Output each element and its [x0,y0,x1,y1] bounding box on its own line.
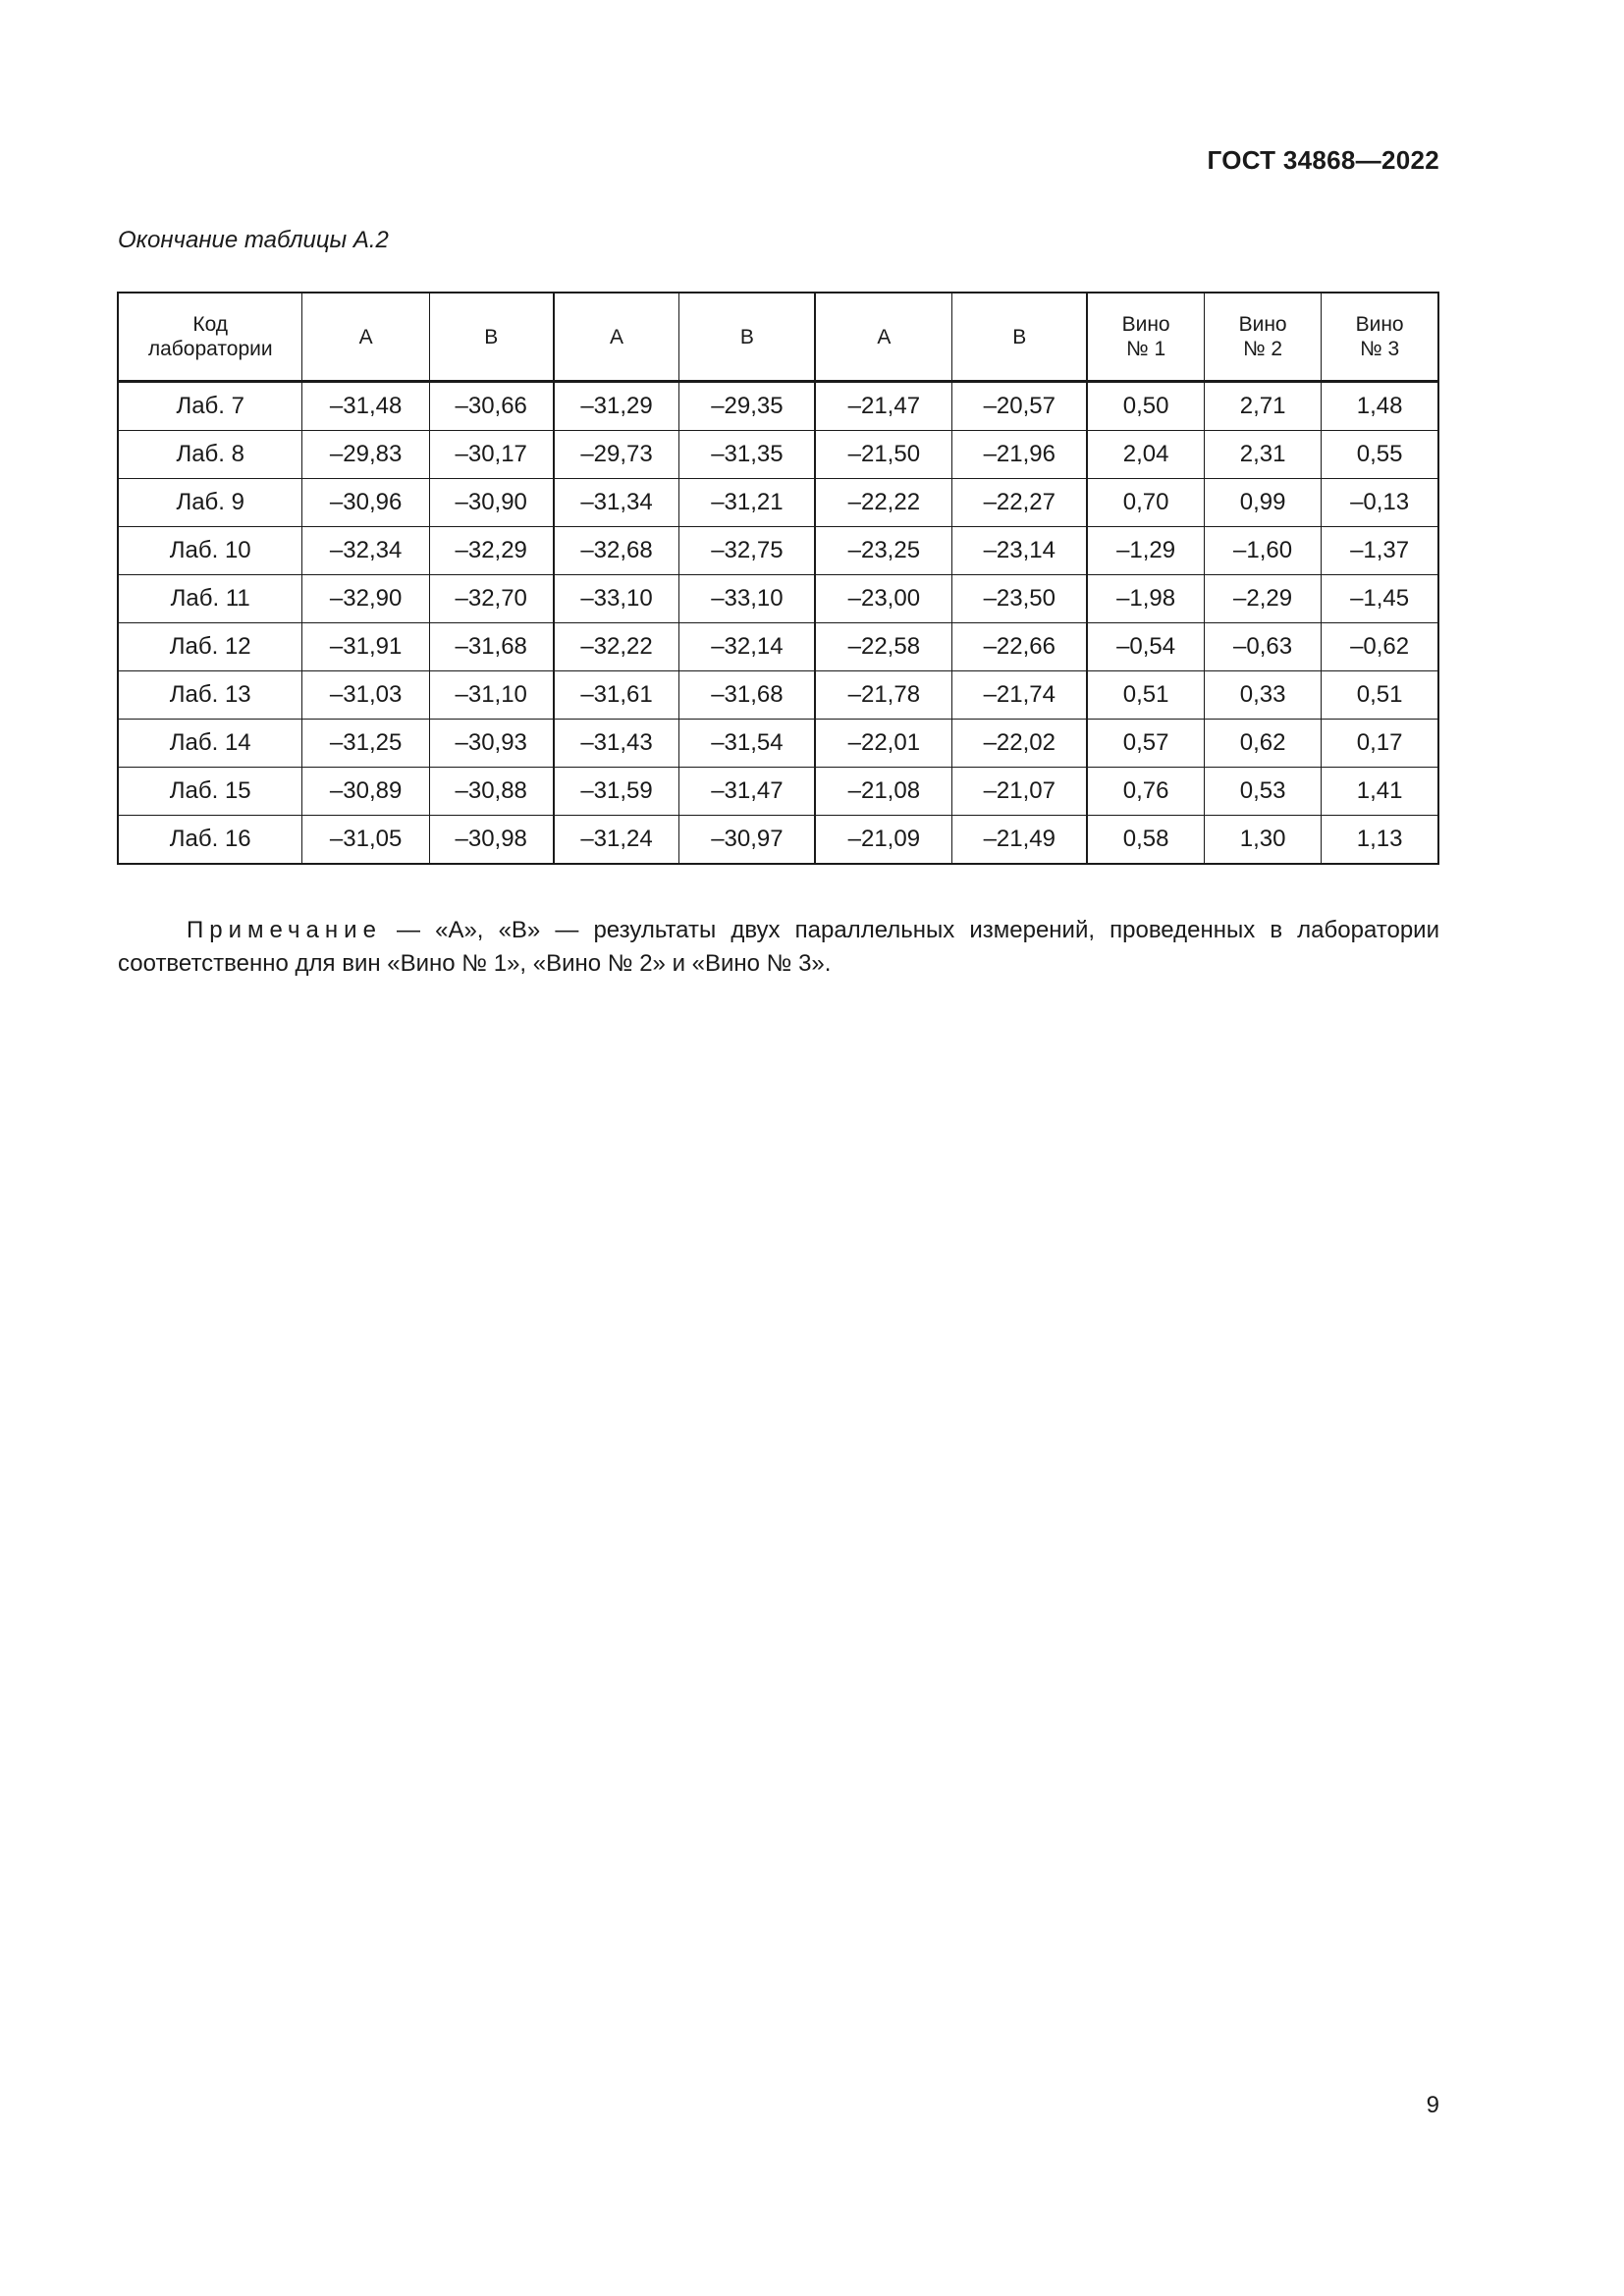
table-row [118,575,1438,623]
value-cell: –29,35 [679,382,815,431]
value-cell: –32,14 [679,623,815,671]
value-cell: –1,60 [1204,527,1321,575]
value-cell: –31,25 [302,720,429,768]
value-cell: –31,10 [429,671,553,720]
value-cell: –30,93 [429,720,553,768]
value-cell: –30,17 [429,431,553,479]
value-cell: –1,45 [1322,575,1438,623]
value-cell: –21,09 [815,816,951,865]
value-cell: –23,25 [815,527,951,575]
value-cell: –1,37 [1322,527,1438,575]
table-row [118,720,1438,768]
lab-code-cell: Лаб. 7 [118,382,302,431]
value-cell: –32,22 [554,623,679,671]
lab-code-cell: Лаб. 8 [118,431,302,479]
header-wine-3: Вино № 3 [1322,293,1438,382]
value-cell: 1,41 [1322,768,1438,816]
note-label: Примечание [187,917,382,943]
value-cell: –1,29 [1087,527,1204,575]
value-cell: –32,68 [554,527,679,575]
value-cell: –31,61 [554,671,679,720]
value-cell: –21,96 [952,431,1087,479]
header-b-3: В [952,293,1087,382]
value-cell: 0,58 [1087,816,1204,865]
value-cell: –20,57 [952,382,1087,431]
value-cell: 1,30 [1204,816,1321,865]
value-cell: 2,04 [1087,431,1204,479]
value-cell: –32,34 [302,527,429,575]
value-cell: 0,70 [1087,479,1204,527]
note-text: — «А», «В» — результаты двух параллельных измерений, проведенных в лаборатории соответственно для вин «Вино № 1», «Вино № 2» и «Вино № 3». [118,917,1439,977]
table-row [118,382,1438,431]
header-wine-2: Вино № 2 [1204,293,1321,382]
header-a-3: А [815,293,951,382]
value-cell: –21,07 [952,768,1087,816]
value-cell: –22,66 [952,623,1087,671]
value-cell: –31,91 [302,623,429,671]
header-b-1: В [429,293,553,382]
table-row [118,479,1438,527]
table-row [118,527,1438,575]
lab-code-cell: Лаб. 15 [118,768,302,816]
value-cell: –30,98 [429,816,553,865]
table-row [118,816,1438,865]
value-cell: –30,97 [679,816,815,865]
table-note [118,914,1439,981]
results-table [117,292,1439,865]
value-cell: –23,14 [952,527,1087,575]
value-cell: –21,50 [815,431,951,479]
header-b-2: В [679,293,815,382]
value-cell: 1,48 [1322,382,1438,431]
document-standard-id: ГОСТ 34868—2022 [1207,145,1439,175]
value-cell: –30,96 [302,479,429,527]
lab-code-cell: Лаб. 16 [118,816,302,865]
value-cell: –1,98 [1087,575,1204,623]
header-a-1: А [302,293,429,382]
table-row [118,623,1438,671]
lab-code-cell: Лаб. 12 [118,623,302,671]
value-cell: –32,70 [429,575,553,623]
value-cell: –21,47 [815,382,951,431]
value-cell: –31,59 [554,768,679,816]
value-cell: –22,01 [815,720,951,768]
value-cell: 0,33 [1204,671,1321,720]
value-cell: –23,00 [815,575,951,623]
header-wine-1: Вино № 1 [1087,293,1204,382]
value-cell: 0,57 [1087,720,1204,768]
value-cell: –31,47 [679,768,815,816]
value-cell: –29,73 [554,431,679,479]
value-cell: –31,21 [679,479,815,527]
value-cell: –30,89 [302,768,429,816]
value-cell: –23,50 [952,575,1087,623]
value-cell: 0,51 [1087,671,1204,720]
lab-code-cell: Лаб. 13 [118,671,302,720]
value-cell: –22,02 [952,720,1087,768]
value-cell: –21,08 [815,768,951,816]
value-cell: 0,99 [1204,479,1321,527]
value-cell: –30,66 [429,382,553,431]
value-cell: 0,55 [1322,431,1438,479]
value-cell: –31,68 [429,623,553,671]
table-row [118,768,1438,816]
value-cell: –31,29 [554,382,679,431]
value-cell: 0,17 [1322,720,1438,768]
value-cell: –32,29 [429,527,553,575]
value-cell: 0,53 [1204,768,1321,816]
value-cell: –31,05 [302,816,429,865]
value-cell: –30,90 [429,479,553,527]
lab-code-cell: Лаб. 9 [118,479,302,527]
table-row [118,431,1438,479]
lab-code-cell: Лаб. 11 [118,575,302,623]
table-caption: Окончание таблицы А.2 [118,227,389,253]
header-lab-code: Код лаборатории [118,293,302,382]
value-cell: –22,22 [815,479,951,527]
value-cell: –2,29 [1204,575,1321,623]
header-a-2: А [554,293,679,382]
value-cell: –0,54 [1087,623,1204,671]
value-cell: 0,51 [1322,671,1438,720]
value-cell: 2,71 [1204,382,1321,431]
value-cell: –21,49 [952,816,1087,865]
value-cell: –0,63 [1204,623,1321,671]
value-cell: –29,83 [302,431,429,479]
value-cell: –22,27 [952,479,1087,527]
value-cell: –22,58 [815,623,951,671]
value-cell: –31,48 [302,382,429,431]
lab-code-cell: Лаб. 10 [118,527,302,575]
value-cell: –31,35 [679,431,815,479]
value-cell: –30,88 [429,768,553,816]
value-cell: –21,78 [815,671,951,720]
page-number: 9 [1426,2092,1439,2118]
value-cell: –31,54 [679,720,815,768]
value-cell: 1,13 [1322,816,1438,865]
table-body [118,382,1438,865]
value-cell: –32,75 [679,527,815,575]
value-cell: 0,62 [1204,720,1321,768]
value-cell: –21,74 [952,671,1087,720]
table-row [118,671,1438,720]
value-cell: –32,90 [302,575,429,623]
value-cell: –0,13 [1322,479,1438,527]
value-cell: –0,62 [1322,623,1438,671]
value-cell: –31,24 [554,816,679,865]
value-cell: 0,50 [1087,382,1204,431]
value-cell: –33,10 [679,575,815,623]
value-cell: –31,34 [554,479,679,527]
value-cell: 2,31 [1204,431,1321,479]
value-cell: –31,68 [679,671,815,720]
value-cell: –31,03 [302,671,429,720]
table-header-row [118,293,1438,382]
value-cell: 0,76 [1087,768,1204,816]
value-cell: –31,43 [554,720,679,768]
lab-code-cell: Лаб. 14 [118,720,302,768]
value-cell: –33,10 [554,575,679,623]
